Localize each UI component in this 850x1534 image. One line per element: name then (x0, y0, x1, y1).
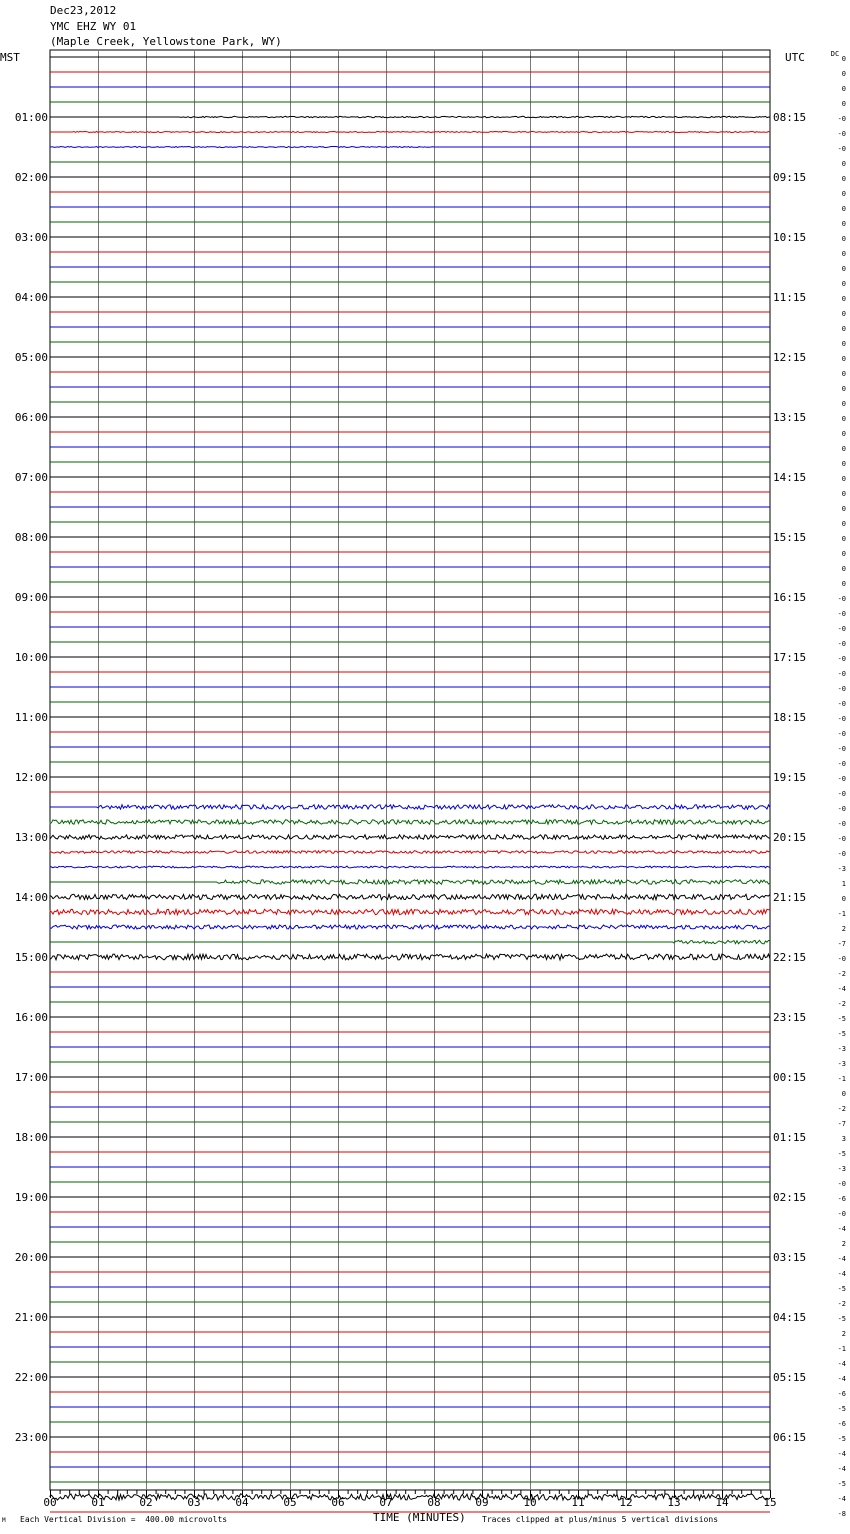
dc-offset-value: 0 (841, 55, 846, 63)
trace-row (50, 940, 770, 944)
dc-offset-value: -0 (837, 955, 846, 963)
dc-offset-value: -5 (837, 1285, 846, 1293)
dc-offset-value: -7 (837, 940, 846, 948)
hour-label-mst: 15:00 (14, 951, 48, 964)
hour-label-utc: 23:15 (773, 1011, 807, 1024)
hour-label-mst: 22:00 (14, 1371, 48, 1384)
x-tick-label: 05 (283, 1496, 297, 1509)
hour-label-utc: 09:15 (773, 171, 807, 184)
dc-offset-value: 0 (841, 550, 846, 558)
hour-label-mst: 06:00 (14, 411, 48, 424)
dc-offset-value: 0 (841, 220, 846, 228)
dc-offset-value: 0 (841, 445, 846, 453)
header-station: YMC EHZ WY 01 (50, 20, 137, 33)
hour-label-mst: 04:00 (14, 291, 48, 304)
dc-offset-value: -0 (837, 760, 846, 768)
x-tick-label: 00 (43, 1496, 57, 1509)
hour-label-mst: 21:00 (14, 1311, 48, 1324)
x-tick-label: 15 (763, 1496, 777, 1509)
dc-offset-value: -0 (837, 850, 846, 858)
dc-offset-value: -0 (837, 1210, 846, 1218)
dc-offset-value: -5 (837, 1015, 846, 1023)
hour-label-utc: 08:15 (773, 111, 807, 124)
dc-offset-value: 0 (841, 565, 846, 573)
hour-label-mst: 18:00 (14, 1131, 48, 1144)
hour-label-utc: 12:15 (773, 351, 807, 364)
dc-offset-value: 0 (841, 175, 846, 183)
dc-offset-value: 0 (841, 85, 846, 93)
hour-label-utc: 04:15 (773, 1311, 807, 1324)
dc-offset-value: -0 (837, 685, 846, 693)
scale-note: Each Vertical Division = 400.00 microvolts (20, 1515, 228, 1524)
hour-label-mst: 07:00 (14, 471, 48, 484)
dc-offset-value: -0 (837, 700, 846, 708)
dc-offset-value: -5 (837, 1030, 846, 1038)
dc-offset-value: -0 (837, 730, 846, 738)
dc-offset-value: -5 (837, 1315, 846, 1323)
hour-label-utc: 13:15 (773, 411, 807, 424)
dc-offset-value: 0 (841, 475, 846, 483)
hour-label-mst: 09:00 (14, 591, 48, 604)
dc-offset-value: 2 (841, 1240, 846, 1248)
trace-row (50, 909, 770, 914)
hour-label-mst: 02:00 (14, 171, 48, 184)
dc-offset-value: -4 (837, 1225, 846, 1233)
dc-offset-value: 0 (841, 340, 846, 348)
dc-offset-value: -4 (837, 1255, 846, 1263)
dc-offset-value: 0 (841, 385, 846, 393)
trace-row (50, 894, 770, 899)
dc-offset-value: 0 (841, 1090, 846, 1098)
hour-label-utc: 22:15 (773, 951, 807, 964)
dc-offset-value: -1 (837, 910, 846, 918)
hour-label-utc: 10:15 (773, 231, 807, 244)
hour-label-mst: 19:00 (14, 1191, 48, 1204)
dc-offset-value: -7 (837, 1120, 846, 1128)
trace-row (50, 820, 770, 824)
dc-offset-value: -0 (837, 115, 846, 123)
dc-label: DC (830, 50, 840, 58)
dc-offset-value: -5 (837, 1150, 846, 1158)
dc-offset-value: 0 (841, 160, 846, 168)
x-tick-label: 08 (427, 1496, 441, 1509)
x-tick-label: 13 (667, 1496, 681, 1509)
hour-label-utc: 19:15 (773, 771, 807, 784)
trace-row (50, 132, 770, 133)
dc-offset-value: -4 (837, 985, 846, 993)
dc-offset-value: -3 (837, 1060, 846, 1068)
header-location: (Maple Creek, Yellowstone Park, WY) (50, 35, 282, 48)
trace-row (50, 866, 770, 868)
dc-offset-value: -4 (837, 1465, 846, 1473)
dc-offset-value: -0 (837, 775, 846, 783)
dc-offset-value: 0 (841, 400, 846, 408)
trace-row (50, 880, 770, 884)
dc-offset-value: 0 (841, 280, 846, 288)
x-tick-label: 10 (523, 1496, 537, 1509)
x-tick-label: 03 (187, 1496, 201, 1509)
hour-label-mst: 17:00 (14, 1071, 48, 1084)
hour-label-utc: 18:15 (773, 711, 807, 724)
dc-offset-value: -6 (837, 1195, 846, 1203)
dc-offset-value: -0 (837, 745, 846, 753)
dc-offset-value: -2 (837, 1000, 846, 1008)
dc-offset-value: 0 (841, 250, 846, 258)
dc-offset-value: 0 (841, 70, 846, 78)
dc-offset-value: -0 (837, 715, 846, 723)
dc-offset-value: 0 (841, 295, 846, 303)
corner-mark: M (2, 1517, 6, 1524)
dc-offset-value: -0 (837, 670, 846, 678)
dc-offset-value: -0 (837, 130, 846, 138)
dc-offset-value: -5 (837, 1480, 846, 1488)
x-tick-label: 01 (91, 1496, 105, 1509)
hour-label-mst: 16:00 (14, 1011, 48, 1024)
dc-offset-value: 2 (841, 925, 846, 933)
dc-offset-value: -1 (837, 1345, 846, 1353)
dc-offset-value: -6 (837, 1420, 846, 1428)
dc-offset-value: -6 (837, 1390, 846, 1398)
trace-row (50, 954, 770, 960)
dc-offset-value: 0 (841, 235, 846, 243)
trace-row (50, 1494, 770, 1500)
dc-offset-value: -4 (837, 1360, 846, 1368)
dc-offset-value: -4 (837, 1375, 846, 1383)
hour-label-utc: 11:15 (773, 291, 807, 304)
hour-label-mst: 08:00 (14, 531, 48, 544)
mst-axis-label: MST (0, 51, 20, 64)
clip-note: Traces clipped at plus/minus 5 vertical divisions (482, 1515, 719, 1524)
x-tick-label: 11 (571, 1496, 585, 1509)
x-tick-label: 02 (139, 1496, 153, 1509)
dc-offset-value: 0 (841, 430, 846, 438)
x-tick-label: 07 (379, 1496, 393, 1509)
dc-offset-value: 0 (841, 205, 846, 213)
hour-label-utc: 03:15 (773, 1251, 807, 1264)
hour-label-utc: 06:15 (773, 1431, 807, 1444)
hour-label-utc: 15:15 (773, 531, 807, 544)
hour-label-mst: 05:00 (14, 351, 48, 364)
x-tick-label: 04 (235, 1496, 249, 1509)
hour-label-utc: 14:15 (773, 471, 807, 484)
dc-offset-value: 0 (841, 310, 846, 318)
plot-frame (50, 50, 770, 1490)
dc-offset-value: 0 (841, 460, 846, 468)
dc-offset-value: -3 (837, 1165, 846, 1173)
dc-offset-value: -3 (837, 1045, 846, 1053)
x-tick-label: 09 (475, 1496, 489, 1509)
dc-offset-value: 0 (841, 370, 846, 378)
dc-offset-value: -0 (837, 625, 846, 633)
dc-offset-value: -0 (837, 145, 846, 153)
dc-offset-value: -0 (837, 805, 846, 813)
dc-offset-value: 2 (841, 1330, 846, 1338)
dc-offset-value: -0 (837, 1180, 846, 1188)
header-date: Dec23,2012 (50, 4, 117, 17)
hour-label-mst: 03:00 (14, 231, 48, 244)
hour-label-utc: 01:15 (773, 1131, 807, 1144)
hour-label-mst: 13:00 (14, 831, 48, 844)
dc-offset-value: -3 (837, 865, 846, 873)
hour-label-utc: 16:15 (773, 591, 807, 604)
trace-row (50, 925, 770, 929)
dc-offset-value: 0 (841, 490, 846, 498)
dc-offset-value: -2 (837, 1300, 846, 1308)
dc-offset-value: -5 (837, 1435, 846, 1443)
trace-row (50, 147, 770, 148)
dc-offset-value: 0 (841, 895, 846, 903)
trace-row (50, 116, 770, 117)
dc-offset-value: -4 (837, 1495, 846, 1503)
hour-label-mst: 12:00 (14, 771, 48, 784)
x-tick-label: 06 (331, 1496, 345, 1509)
dc-offset-value: -4 (837, 1450, 846, 1458)
trace-row (50, 851, 770, 854)
hour-label-utc: 02:15 (773, 1191, 807, 1204)
x-tick-label: 14 (715, 1496, 729, 1509)
dc-offset-value: -0 (837, 595, 846, 603)
dc-offset-value: 0 (841, 265, 846, 273)
dc-offset-value: 0 (841, 100, 846, 108)
hour-label-mst: 01:00 (14, 111, 48, 124)
hour-label-mst: 14:00 (14, 891, 48, 904)
dc-offset-value: -1 (837, 1075, 846, 1083)
dc-offset-value: -0 (837, 610, 846, 618)
dc-offset-value: -0 (837, 835, 846, 843)
x-axis-label: TIME (MINUTES) (373, 1511, 466, 1524)
dc-offset-value: 3 (841, 1135, 846, 1143)
dc-offset-value: 0 (841, 355, 846, 363)
dc-offset-value: 0 (841, 505, 846, 513)
hour-label-utc: 17:15 (773, 651, 807, 664)
dc-offset-value: 0 (841, 520, 846, 528)
hour-label-utc: 21:15 (773, 891, 807, 904)
hour-label-mst: 23:00 (14, 1431, 48, 1444)
utc-axis-label: UTC (785, 51, 805, 64)
dc-offset-value: -0 (837, 790, 846, 798)
trace-row (50, 805, 770, 809)
dc-offset-value: -5 (837, 1405, 846, 1413)
dc-offset-value: -4 (837, 1270, 846, 1278)
dc-offset-value: 0 (841, 580, 846, 588)
dc-offset-value: -2 (837, 1105, 846, 1113)
dc-offset-value: -0 (837, 640, 846, 648)
dc-offset-value: -0 (837, 820, 846, 828)
hour-label-utc: 20:15 (773, 831, 807, 844)
hour-label-mst: 10:00 (14, 651, 48, 664)
dc-offset-value: -0 (837, 655, 846, 663)
dc-offset-value: 0 (841, 415, 846, 423)
hour-label-utc: 00:15 (773, 1071, 807, 1084)
dc-offset-value: 0 (841, 190, 846, 198)
hour-label-utc: 05:15 (773, 1371, 807, 1384)
dc-offset-value: 1 (841, 880, 846, 888)
dc-offset-value: -2 (837, 970, 846, 978)
hour-label-mst: 11:00 (14, 711, 48, 724)
dc-offset-value: 0 (841, 535, 846, 543)
dc-offset-value: 0 (841, 325, 846, 333)
x-tick-label: 12 (619, 1496, 633, 1509)
trace-row (50, 835, 770, 839)
dc-offset-value: -8 (837, 1510, 846, 1518)
hour-label-mst: 20:00 (14, 1251, 48, 1264)
